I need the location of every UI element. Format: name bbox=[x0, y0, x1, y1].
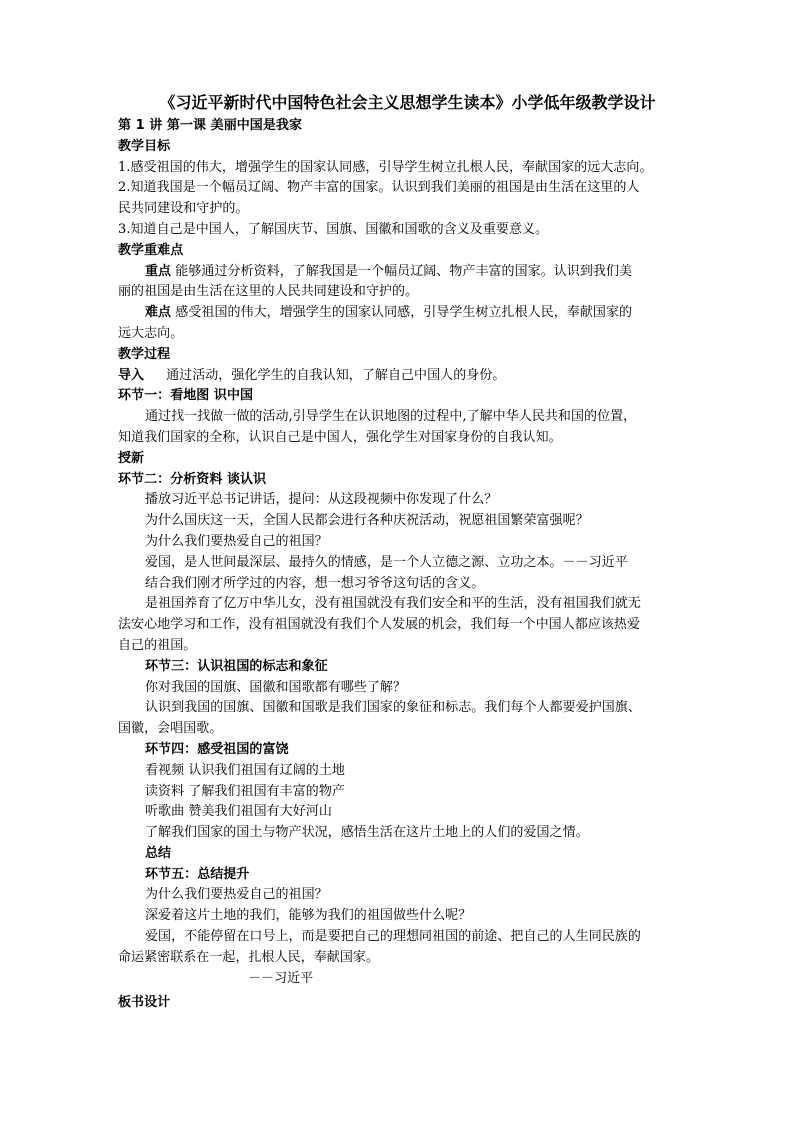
step5-line: 命运紧密联系在一起，扎根人民，奉献国家。 bbox=[118, 949, 380, 965]
goal-line: 3.知道自己是中国人，了解国庆节、国旗、国徽和国歌的含义及重要意义。 bbox=[118, 221, 549, 237]
new-lesson-heading: 授新 bbox=[118, 450, 145, 466]
step5-heading: 环节五：总结提升 bbox=[145, 866, 250, 882]
step1-heading: 环节一：看地图 识中国 bbox=[118, 388, 254, 404]
quote-author: －－习近平 bbox=[248, 970, 314, 986]
step2-heading: 环节二：分析资料 谈认识 bbox=[118, 471, 267, 487]
step5-line: 爱国，不能停留在口号上，而是要把自己的理想同祖国的前途、把自己的人生同民族的 bbox=[145, 929, 641, 945]
difficulty-label: 难点 bbox=[145, 305, 172, 321]
difficulty-line bbox=[118, 303, 675, 324]
intro-line bbox=[118, 366, 675, 387]
board-design-heading: 板书设计 bbox=[118, 995, 171, 1011]
step1-line: 知道我们国家的全称，认识自己是中国人，强化学生对国家身份的自我认知。 bbox=[118, 429, 562, 445]
intro-label: 导入 bbox=[118, 367, 145, 383]
step2-line: 自己的祖国。 bbox=[118, 637, 197, 653]
step3-line: 认识到我国的国旗、国徽和国歌是我们国家的象征和标志。我们每个人都要爱护国旗、 bbox=[145, 700, 641, 716]
step4-line: 读资料 了解我们祖国有丰富的物产 bbox=[145, 783, 345, 799]
step2-line: 法安心地学习和工作，没有祖国就没有我们个人发展的机会，我们每一个中国人都应该热爱 bbox=[118, 617, 641, 633]
document-title: 《习近平新时代中国特色社会主义思想学生读本》小学低年级教学设计 bbox=[159, 93, 656, 112]
key-point-line: 丽的祖国是由生活在这里的人民共同建设和守护的。 bbox=[118, 284, 419, 300]
step4-heading: 环节四：感受祖国的富饶 bbox=[145, 741, 289, 757]
step2-line: 爱国，是人世间最深层、最持久的情感，是一个人立德之源、立功之本。－－习近平 bbox=[145, 554, 628, 570]
step4-line: 听歌曲 赞美我们祖国有大好河山 bbox=[145, 804, 332, 820]
key-point-label: 重点 bbox=[145, 263, 172, 279]
goal-line: 2.知道我国是一个幅员辽阔、物产丰富的国家。认识到我们美丽的祖国是由生活在这里的人 bbox=[118, 180, 640, 196]
key-point-text: 能够通过分析资料，了解我国是一个幅员辽阔、物产丰富的国家。认识到我们美 bbox=[171, 263, 633, 279]
step2-line: 是祖国养育了亿万中华儿女，没有祖国就没有我们安全和平的生活，没有祖国我们就无 bbox=[145, 596, 641, 612]
key-points-heading: 教学重难点 bbox=[118, 242, 184, 258]
lesson-heading: 第 1 讲 第一课 美丽中国是我家 bbox=[118, 118, 302, 133]
difficulty-text: 感受祖国的伟大，增强学生的国家认同感，引导学生树立扎根人民，奉献国家的 bbox=[171, 305, 633, 321]
step1-line: 通过找一找做一做的活动,引导学生在认识地图的过程中,了解中华人民共和国的位置， bbox=[145, 409, 637, 425]
step3-heading: 环节三：认识祖国的标志和象征 bbox=[145, 658, 328, 674]
intro-text: 通过活动，强化学生的自我认知，了解自己中国人的身份。 bbox=[166, 367, 506, 383]
key-point-line bbox=[118, 262, 675, 283]
step3-line: 国徽，会唱国歌。 bbox=[118, 721, 223, 737]
step4-line: 了解我们国家的国土与物产状况，感悟生活在这片土地上的人们的爱国之情。 bbox=[145, 825, 589, 841]
step2-line: 结合我们刚才所学过的内容，想一想习爷爷这句话的含义。 bbox=[145, 575, 485, 591]
step2-line: 为什么国庆这一天，全国人民都会进行各种庆祝活动，祝愿祖国繁荣富强呢？ bbox=[145, 513, 589, 529]
goal-line: 民共同建设和守护的。 bbox=[118, 201, 249, 217]
summary-heading: 总结 bbox=[145, 845, 172, 861]
step5-line: 为什么我们要热爱自己的祖国？ bbox=[145, 887, 328, 903]
goal-line: 1.感受祖国的伟大，增强学生的国家认同感，引导学生树立扎根人民，奉献国家的远大志向。 bbox=[118, 159, 653, 175]
step5-line: 深爱着这片土地的我们，能够为我们的祖国做些什么呢？ bbox=[145, 908, 472, 924]
difficulty-line: 远大志向。 bbox=[118, 325, 184, 341]
step2-line: 为什么我们要热爱自己的祖国？ bbox=[145, 533, 328, 549]
step3-line: 你对我国的国旗、国徽和国歌都有哪些了解？ bbox=[145, 679, 407, 695]
process-heading: 教学过程 bbox=[118, 346, 171, 362]
step4-line: 看视频 认识我们祖国有辽阔的土地 bbox=[145, 762, 345, 778]
goals-heading: 教学目标 bbox=[118, 138, 171, 154]
step2-line: 播放习近平总书记讲话，提问：从这段视频中你发现了什么？ bbox=[145, 492, 498, 508]
